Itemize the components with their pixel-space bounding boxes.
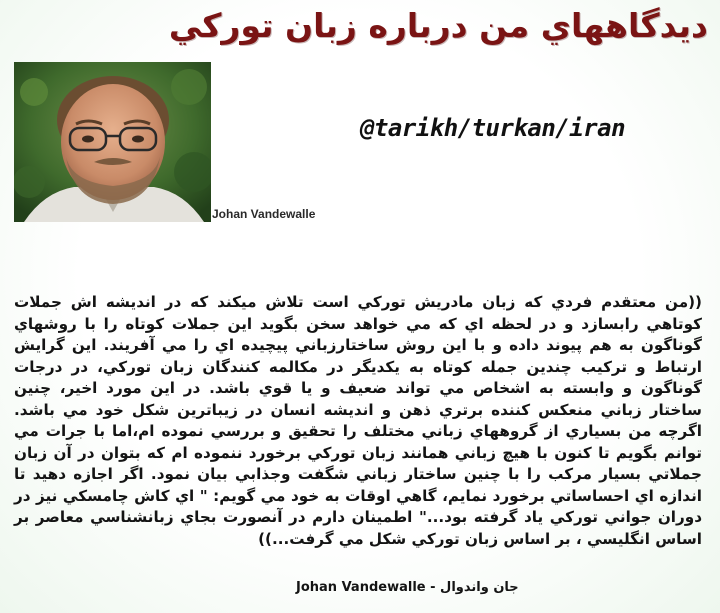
signature-separator: - [425, 580, 441, 595]
social-handle: @tarikh/turkan/iran [360, 114, 626, 142]
page-title: ديدگاههاي من درباره زبان توركي [168, 6, 708, 45]
signature-en: Johan Vandewalle [296, 580, 426, 595]
quote-body: ((من معتقدم فردي كه زبان مادريش توركي است تلاش ميكند كه در انديشه اش جملات كوتاهي رابسازد و در لحظه اي كه مي خواهد سخن بگويد اين جملات كوتاه را با روشهاي گوناگون به هم پيوند داده و با اين روش ساختارزباني پيچيده اي را مي آفريند. اين گرايش ارتباط و تركيب چندين جمله كوتاه به يكديگر در مكالمه كنندگان زبان توركي، در درجات گوناگون و وابسته به اشخاص مي تواند ضعيف و يا قوي باشد. در اين مورد اخير، چنين ساختار زباني منعكس كننده برتري ذهن و انديشه انسان در زيباترين شكل خود مي باشد. اگرچه من بسياري از گروههاي زباني مختلف را تحقيق و بررسي نموده ام،اما با جرات مي توانم بگويم تا كنون با هيچ زباني همانند زبان توركي برخورد ننموده ام كه بتوان در آن زبان جملاتي بسيار مركب را با چنين ساختار زباني شگفت وجذابي بيان نمود. اگر اجازه دهيد تا اندازه اي احساساتي برخورد نمايم، گاهي اوقات به خود مي گويم: " اي كاش چامسكي نيز در دوران جواني توركي ياد گرفته بود..." اطمينان دارم در آنصورت بجاي زبانشناسي معاصر بر اساس انگليسي ، بر اساس زبان توركي شكل مي گرفت...)) [14, 293, 702, 548]
photo-caption: Johan Vandewalle [212, 207, 316, 221]
signature-fa: جان واندوال [440, 580, 519, 595]
signature [296, 580, 519, 595]
portrait-image [14, 62, 211, 222]
portrait-photo [14, 62, 211, 222]
